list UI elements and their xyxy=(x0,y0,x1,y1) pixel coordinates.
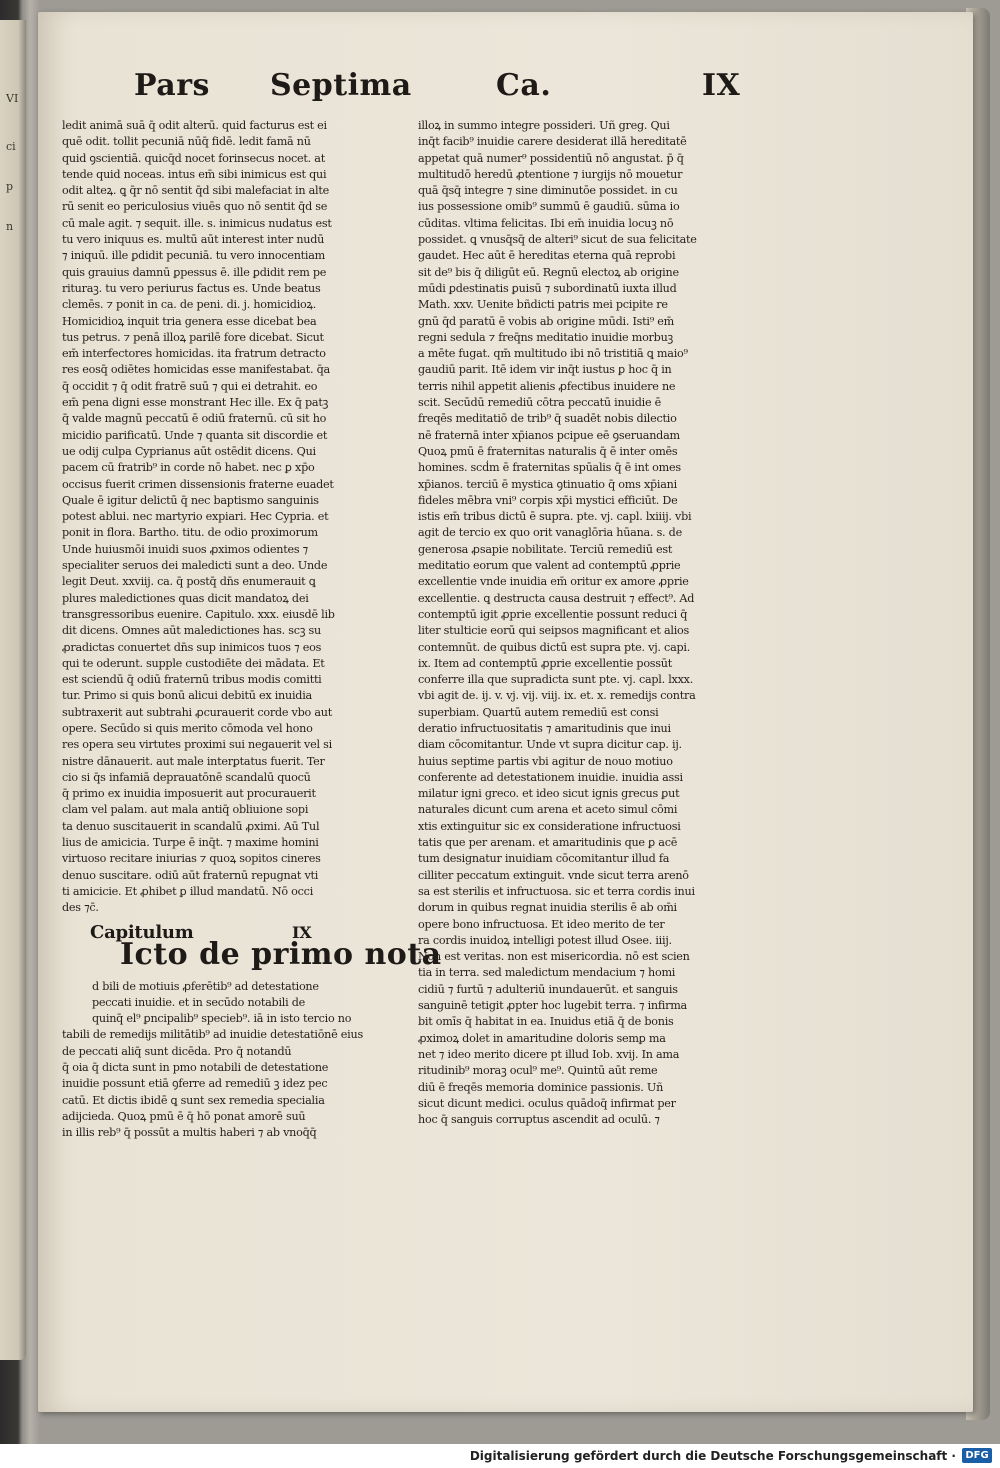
text-line: transgressoribus euenire. Capitulo. xxx. eiusdē lib xyxy=(62,607,335,621)
chapter-label: Capitulum xyxy=(90,921,194,943)
text-line: liter stulticie eorū qui seipsos magnificant et alios xyxy=(418,624,689,638)
left-column xyxy=(62,118,442,1142)
text-line: odit alteꝝ. ꝗ q̄r nō sentit q̄d sibi malefaciat in alte xyxy=(62,184,329,198)
text-line: adijcieda. Quoꝝ pmū ē q̄ hō ponat amorē suū xyxy=(62,1109,306,1123)
text-line: quid ꝯscientiā. quicq̄d nocet forinsecus nocet. at xyxy=(62,151,325,165)
text-line: de peccati aliq̄ sunt dicēda. Pro q̄ notandū xyxy=(62,1044,292,1058)
dfg-logo: DFG xyxy=(962,1448,992,1463)
text-line: cilliter peccatum extinguit. vnde sicut terra arenō xyxy=(418,868,689,882)
text-line: mūdi ꝑdestinatis ꝑuisū ⁊ subordinatū iuxta illud xyxy=(418,281,677,295)
text-line: catū. Et dictis ibidē ꝗ sunt sex remedia specialia xyxy=(62,1093,325,1107)
text-line: xtis extinguitur sic ex consideratione infructuosi xyxy=(418,819,681,833)
running-head-part: Pars xyxy=(134,68,210,103)
text-line: gaudet. Hec aūt ē hereditas eterna quā reprobi xyxy=(418,249,676,263)
incipit-text xyxy=(62,979,407,1142)
text-line: istis em̄ tribus dictū ē supra. pte. vj. capl. lxiiij. vbi xyxy=(418,510,692,524)
text-line: occisus fuerit crimen dissensionis fraterne euadet xyxy=(62,477,334,491)
left-column-text xyxy=(62,118,407,917)
text-line: illoꝝ in summo integre possideri. Uñ greg. Qui xyxy=(418,119,670,132)
text-line: sit de⁹ bis q̄ diligūt eū. Regnū electoꝝ ab origine xyxy=(418,265,679,279)
text-line: tum designatur inuidiam cōcomitantur illud fa xyxy=(418,852,670,866)
text-line: res eosq̄ odiētes homicidas esse manifestabat. q̄a xyxy=(62,363,330,377)
text-line: q̄ valde magnū peccatū ē odiū fraternū. cū sit ho xyxy=(62,412,327,426)
text-line: homines. scḋm ē fraternitas spūalis q̄ ē int omes xyxy=(418,461,681,475)
facing-fragment: p xyxy=(6,180,14,193)
text-line: meditatio eorum que valent ad contemptū ꝓprie xyxy=(418,559,681,573)
right-column xyxy=(418,118,766,1128)
text-line: q̄ primo ex inuidia imposuerit aut procurauerit xyxy=(62,787,316,801)
text-line: Homicidioꝝ inquit tria genera esse dicebat bea xyxy=(62,314,317,328)
text-line: ta denuo suscitauerit in scandalū ꝓximi. Aū Tul xyxy=(62,819,320,833)
text-line: freqēs meditatiō de trib⁹ q̄ suadēt nobis dilectio xyxy=(418,412,677,426)
text-line: tia in terra. sed maledictum mendacium ⁊ homi xyxy=(418,966,676,980)
text-line: conferre illa que supradicta sunt pte. vj. capl. lxxx. xyxy=(418,673,694,687)
text-line: potest ablui. nec martyrio expiari. Hec Cypria. et xyxy=(62,510,329,524)
text-line: terris nihil appetit alienis ꝓfectibus inuidere ne xyxy=(418,379,676,393)
text-line: regni sedula ⁊ freq̄ns meditatio inuidie morbuꝫ xyxy=(418,330,673,344)
text-line: plures maledictiones quas dicit mandatoꝝ dei xyxy=(62,591,309,605)
running-head-number: IX xyxy=(702,68,741,103)
text-line: ledit animā suā q̄ odit alterū. quid facturus est ei xyxy=(62,119,327,132)
incipit-title: Icto de primo nota xyxy=(120,936,442,972)
text-line: scit. Secūdū remediū cōtra peccatū inuidie ē xyxy=(418,396,661,410)
text-line: clam vel palam. aut mala antiq̄ obliuione sopi xyxy=(62,803,309,817)
text-line: em̄ pena digni esse monstrant Hec ille. Ex q̄ patꝫ xyxy=(62,396,329,410)
text-line: nē fraternā inter xp̄ianos pcipue eē ꝯseruandam xyxy=(418,428,680,442)
text-line: ra cordis inuidoꝝ intelligi potest illud Osee. iiij. xyxy=(418,933,672,947)
text-line: agit de tercio ex quo orit vanaglōria hūana. s. de xyxy=(418,526,682,540)
text-line: nistre dānauerit. aut male interꝑtatus fuerit. Ter xyxy=(62,754,325,768)
text-line: contemptū igit ꝓprie excellentie possunt reduci q̄ xyxy=(418,607,688,621)
text-line: des ⁊c̄. xyxy=(62,901,99,915)
text-line: vbi agit de. ij. v. vj. vij. viij. ix. et. x. remedijs contra xyxy=(418,689,696,703)
text-line: ꝓximoꝝ dolet in amaritudine doloris semꝑ ma xyxy=(418,1031,666,1045)
text-line: diū ē freqēs memoria dominice passionis. Uñ xyxy=(418,1080,664,1094)
text-line: virtuoso recitare iniurias ⁊ quoꝝ sopitos cineres xyxy=(62,852,321,866)
text-line: ritudinib⁹ moraꝫ ocul⁹ me⁹. Quintū aūt reme xyxy=(418,1064,658,1078)
text-line: possidet. ꝗ vnusq̄sq̄ de alteri⁹ sicut de sua felicitate xyxy=(418,233,697,247)
text-line: rituraꝫ. tu vero periurus factus es. Unde beatus xyxy=(62,281,321,295)
text-line: peccati inuidie. et in secūdo notabili de xyxy=(92,995,306,1009)
text-line: inq̄t facib⁹ inuidie carere desiderat illā hereditatē xyxy=(418,135,687,149)
facing-fragment: VI xyxy=(6,92,19,105)
text-line: diam cōcomitantur. Unde vt supra dicitur cap. ij. xyxy=(418,738,682,752)
text-line: d bili de motiuis ꝓferētib⁹ ad detestatione xyxy=(92,979,319,993)
text-line: lius de amicicia. Turpe ē inq̄t. ⁊ maxime homini xyxy=(62,836,319,850)
right-column-text xyxy=(418,118,766,1128)
text-line: a mēte fugat. qm̄ multitudo ibi nō tristitiā ꝗ maio⁹ xyxy=(418,347,688,361)
text-line: huius septime partis vbi agitur de nouo motiuo xyxy=(418,754,673,768)
text-line: sicut dicunt medici. oculus quādoq̄ infirmat per xyxy=(418,1096,676,1110)
text-line: gaudiū parit. Itē idem vir inq̄t iustus ꝑ hoc q̄ in xyxy=(418,363,672,377)
text-line: opere. Secūdo si quis merito cōmoda vel hono xyxy=(62,721,313,735)
text-line: milatur igni greco. et ideo sicut ignis grecus ꝑut xyxy=(418,787,680,801)
text-line: quā q̄sq̄ integre ⁊ sine diminutōe possidet. in cu xyxy=(418,184,678,198)
text-line: opere bono infructuosa. Et ideo merito de ter xyxy=(418,917,665,931)
text-line: inuidie possunt etiā ꝯferre ad remediū ꝫ idez pec xyxy=(62,1077,328,1091)
facing-page xyxy=(0,20,26,1360)
text-line: legit Deut. xxviij. ca. q̄ postq̄ dn̄s enumerauit ꝗ xyxy=(62,575,316,589)
text-line: dorum in quibus regnat inuidia sterilis ē ab om̄i xyxy=(418,901,677,915)
text-line: q̄ occidit ⁊ q̄ odit fratrē suū ⁊ qui ei detrahit. eo xyxy=(62,379,318,393)
chapter-incipit xyxy=(62,936,442,979)
text-line: q̄ oia q̄ dicta sunt in pmo notabili de detestatione xyxy=(62,1061,329,1075)
text-line: ue odij culpa Cyprianus aūt ostēdit dicens. Qui xyxy=(62,444,316,458)
text-line: sa est sterilis et infructuosa. sic et terra cordis inui xyxy=(418,884,695,898)
text-line: excellentie. ꝗ destructa causa destruit ⁊ effect⁹. Ad xyxy=(418,591,695,605)
running-head-ca: Ca. xyxy=(496,68,552,103)
text-line: Quale ē igitur delictū q̄ nec baptismo sanguinis xyxy=(62,493,319,507)
facing-fragment: n xyxy=(6,220,14,233)
text-line: bit omīs q̄ habitat in ea. Inuidus etiā q̄ de bonis xyxy=(418,1015,674,1029)
text-line: ix. Item ad contemptū ꝓprie excellentie possūt xyxy=(418,656,672,670)
text-line: cidiū ⁊ furtū ⁊ adulteriū inundauerūt. et sanguis xyxy=(418,982,678,996)
text-line: ti amicicie. Et ꝓhibet ꝑ illud mandatū. Nō occi xyxy=(62,884,314,898)
text-line: res opera seu virtutes proximi sui negauerit vel si xyxy=(62,738,332,752)
text-line: quē odit. tollit pecuniā nūq̄ fidē. ledit famā nū xyxy=(62,135,311,149)
text-line: net ⁊ ideo merito dicere pt illud Iob. xvij. In ama xyxy=(418,1047,680,1061)
text-line: ponit in flora. Bartho. titu. de odio proximorum xyxy=(62,526,318,540)
text-line: generosa ꝓsapie nobilitate. Terciū remediū est xyxy=(418,542,673,556)
text-line: dit dicens. Omnes aūt maledictiones has. scꝫ su xyxy=(62,624,321,638)
text-line: xp̄ianos. terciū ē mystica ꝯtinuatio q̄ oms xp̄iani xyxy=(418,477,677,491)
text-line: gnū q̄d paratū ē vobis ab origine mūdi. Isti⁹ em̄ xyxy=(418,314,674,328)
text-line: deratio infructuositatis ⁊ amaritudinis que inui xyxy=(418,721,671,735)
text-line: sanguinē tetigit ꝓpter hoc lugebit terra. ⁊ infirma xyxy=(418,999,687,1013)
text-line: Math. xxv. Uenite bñdicti patris mei pcipite re xyxy=(418,298,668,312)
text-line: subtraxerit aut subtrahi ꝓcurauerit corde vbo aut xyxy=(62,705,332,719)
text-line: tabili de remedijs militātib⁹ ad inuidie detestatiōnē eius xyxy=(62,1028,363,1042)
text-line: rū senit eo periculosius viuēs quo nō sentit q̄d se xyxy=(62,200,328,214)
text-line: tur. Primo si quis bonū alicui debitū ex inuidia xyxy=(62,689,312,703)
text-line: em̄ interfectores homicidas. ita fratrum detracto xyxy=(62,347,326,361)
text-line: tu vero iniquus es. multū aūt interest inter nudū xyxy=(62,233,325,247)
footer-credit: Digitalisierung gefördert durch die Deutsche Forschungsgemeinschaft · xyxy=(469,1449,956,1463)
text-line: ius possessione omib⁹ summū ē gaudiū. sūma io xyxy=(418,200,680,214)
text-line: quis grauius damnū ꝑpessus ē. ille ꝑdidit rem pe xyxy=(62,265,327,279)
footer-bar xyxy=(0,1444,1000,1468)
text-line: multitudō heredū ꝓtentione ⁊ iurgijs nō mouetur xyxy=(418,167,683,181)
text-line: cū male agit. ⁊ sequit. ille. s. inimicus nudatus est xyxy=(62,216,332,230)
text-line: superbiam. Quartū autem remediū est consi xyxy=(418,705,659,719)
text-line: est sciendū q̄ odiū fraternū tribus modis comitti xyxy=(62,673,322,687)
text-line: conferente ad detestationem inuidie. inuidia assi xyxy=(418,770,683,784)
text-line: qui te oderunt. supple custodiēte dei mādata. Et xyxy=(62,656,325,670)
text-line: contemnūt. de quibus dictū est supra pte. vj. capi. xyxy=(418,640,691,654)
text-line: pacem cū fratrib⁹ in corde nō habet. nec ꝑ xp̄o xyxy=(62,461,315,475)
text-line: fideles mēbra vni⁹ corpis xp̄i mystici efficiūt. De xyxy=(418,493,678,507)
text-line: Quoꝝ pmū ē fraternitas naturalis q̄ ē inter omēs xyxy=(418,444,678,458)
text-line: tende quid noceas. intus em̄ sibi inimicus est qui xyxy=(62,167,327,181)
text-line: excellentie vnde inuidia em̄ oritur ex amore ꝓprie xyxy=(418,575,689,589)
running-head-septima: Septima xyxy=(270,68,412,103)
text-line: clemēs. ⁊ ponit in ca. de peni. di. j. homicidioꝝ. xyxy=(62,298,317,312)
text-line: quinq̄ el⁹ ꝑncipalib⁹ specieb⁹. iā in isto tercio no xyxy=(92,1012,352,1026)
text-line: naturales dicunt cum arena et aceto simul cōmi xyxy=(418,803,678,817)
text-line: specialiter seruos dei maledicti sunt a deo. Unde xyxy=(62,559,328,573)
text-line: cio si q̄s infamiā deprauatōnē scandalū quocū xyxy=(62,770,311,784)
text-line: in illis reb⁹ q̄ possūt a multis haberi ⁊ ab vnoq̄q̄ xyxy=(62,1126,317,1140)
text-line: ⁊ iniquū. ille ꝑdidit pecuniā. tu vero innocentiam xyxy=(62,249,326,263)
text-line: denuo suscitare. odiū aūt fraternū repugnat vti xyxy=(62,868,319,882)
facing-fragment: ci xyxy=(6,140,16,153)
text-line: appetat quā numer⁹ possidentiū nō angustat. p̄ q̄ xyxy=(418,151,684,165)
text-line: cūditas. vltima felicitas. Ibi em̄ inuidia locuꝫ nō xyxy=(418,216,674,230)
text-line: Non est veritas. non est misericordia. nō est scien xyxy=(418,950,690,964)
text-line: Unde huiusmōi inuidi suos ꝓximos odientes ⁊ xyxy=(62,542,308,556)
text-line: ꝓradictas conuertet dn̄s sup inimicos tuos ⁊ eos xyxy=(62,640,322,654)
text-line: tatis que per arenam. et amaritudinis que ꝑ acē xyxy=(418,836,678,850)
text-line: tus petrus. ⁊ penā illoꝝ parilē fore dicebat. Sicut xyxy=(62,330,324,344)
chapter-number: IX xyxy=(292,922,312,942)
text-line: micidio parificatū. Unde ⁊ quanta sit discordie et xyxy=(62,428,328,442)
running-head xyxy=(70,68,770,116)
text-line: hoc q̄ sanguis corruptus ascendit ad oculū. ⁊ xyxy=(418,1113,660,1127)
